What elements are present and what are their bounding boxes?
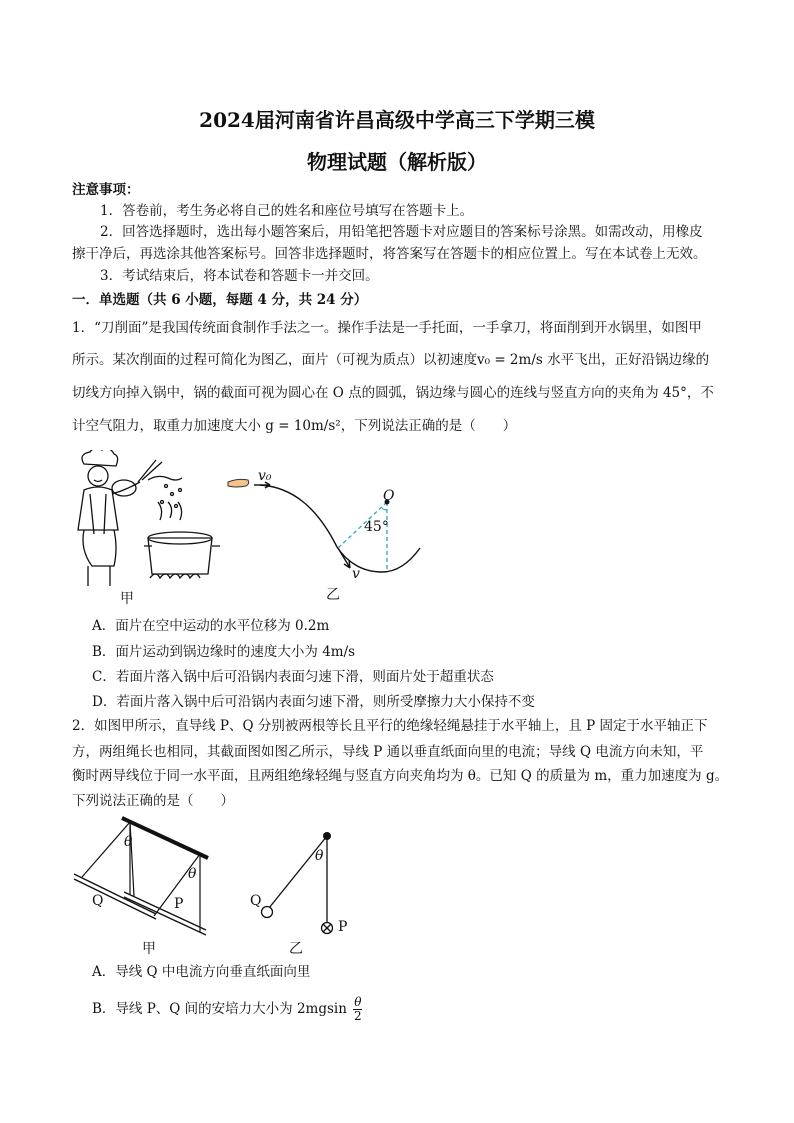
fraction-numerator: θ xyxy=(354,995,362,1009)
fraction xyxy=(353,996,362,1023)
label-O: O xyxy=(383,488,395,504)
page-title: 2024届河南省许昌高级中学高三下学期三模 xyxy=(199,108,595,132)
label-v0: v₀ xyxy=(258,468,272,484)
label-45: 45° xyxy=(364,519,389,535)
wires-cross-section-diagram xyxy=(255,828,348,936)
fig2-jia-theta-1: θ xyxy=(124,834,133,850)
fig2-jia-label-Q: Q xyxy=(92,893,104,909)
q1-line-1: 1．“刀削面”是我国传统面食制作手法之一。操作手法是一手托面，一手拿刀，将面削到开水锅里，如图甲 xyxy=(72,320,702,336)
fig2-yi-caption: 乙 xyxy=(289,941,303,957)
label-v: v xyxy=(352,566,360,582)
notice-item-2-cont: 擦干净后，再选涂其他答案标号。回答非选择题时，将答案写在答题卡的相应位置上。写在本试卷上无效。 xyxy=(72,246,707,262)
fig1-yi-caption: 乙 xyxy=(326,587,340,603)
q2-option-b xyxy=(92,996,744,1023)
q1-option-c: C．若面片落入锅中后可沿锅内表面匀速下滑，则面片处于超重状态 xyxy=(92,669,494,685)
q2-line-4: 下列说法正确的是（ ） xyxy=(72,793,234,809)
q1-line-4: 计空气阻力，取重力加速度大小 g = 10m/s²，下列说法正确的是（ ） xyxy=(72,418,517,434)
notice-item-1: 1．答卷前，考生务必将自己的姓名和座位号填写在答题卡上。 xyxy=(100,203,474,219)
q1-line-2: 所示。某次削面的过程可简化为图乙，面片（可视为质点）以初速度v₀ = 2m/s 水平飞出，正好沿锅边缘的 xyxy=(72,352,710,368)
fig2-jia-label-P: P xyxy=(174,896,184,912)
fig2-jia-theta-2: θ xyxy=(188,866,197,882)
notice-item-2: 2．回答选择题时，选出每小题答案后，用铅笔把答题卡对应题目的答案标号涂黑。如需改动，用橡皮 xyxy=(100,224,703,240)
q2-line-3: 衡时两导线位于同一水平面，且两组绝缘轻绳与竖直方向夹角均为 θ。已知 Q 的质量为 m，重力加速度为 g。 xyxy=(72,768,729,784)
fig2-yi-label-Q: Q xyxy=(250,893,262,909)
notice-item-3: 3．考试结束后，将本试卷和答题卡一并交回。 xyxy=(100,268,379,284)
fig2-yi-theta: θ xyxy=(315,848,324,864)
fig2-yi-label-P: P xyxy=(338,919,348,935)
page-subtitle: 物理试题（解析版） xyxy=(307,150,487,174)
section-heading: 一．单选题（共 6 小题，每题 4 分，共 24 分） xyxy=(72,292,368,308)
chef-illustration xyxy=(70,450,220,590)
fig1-jia-caption: 甲 xyxy=(120,591,134,607)
q1-option-d: D．若面片落入锅中后可沿锅内表面匀速下滑，则所受摩擦力大小保持不变 xyxy=(92,694,535,710)
q1-option-a: A．面片在空中运动的水平位移为 0.2m xyxy=(92,618,330,634)
q2-line-1: 2．如图甲所示，直导线 P、Q 分别被两根等长且平行的绝缘轻绳悬挂于水平轴上，且 P 固定于水平轴正下 xyxy=(72,718,708,734)
fig2-jia-caption: 甲 xyxy=(142,941,156,957)
fraction-denominator: 2 xyxy=(354,1009,362,1023)
q1-option-b: B．面片运动到锅边缘时的速度大小为 4m/s xyxy=(92,644,356,660)
q2-option-b-text: B．导线 P、Q 间的安培力大小为 2mgsin xyxy=(92,1001,347,1017)
q2-line-2: 方，两组绳长也相同，其截面图如图乙所示，导线 P 通以垂直纸面向里的电流；导线 Q 电流方向未知，平 xyxy=(72,744,704,760)
q1-line-3: 切线方向掉入锅中，锅的截面可视为圆心在 O 点的圆弧，锅边缘与圆心的连线与竖直方向的夹角为 45°，不 xyxy=(72,385,714,401)
q2-option-a: A．导线 Q 中电流方向垂直纸面向里 xyxy=(92,964,311,980)
notice-heading: 注意事项： xyxy=(72,182,140,198)
trajectory-diagram xyxy=(222,462,432,592)
